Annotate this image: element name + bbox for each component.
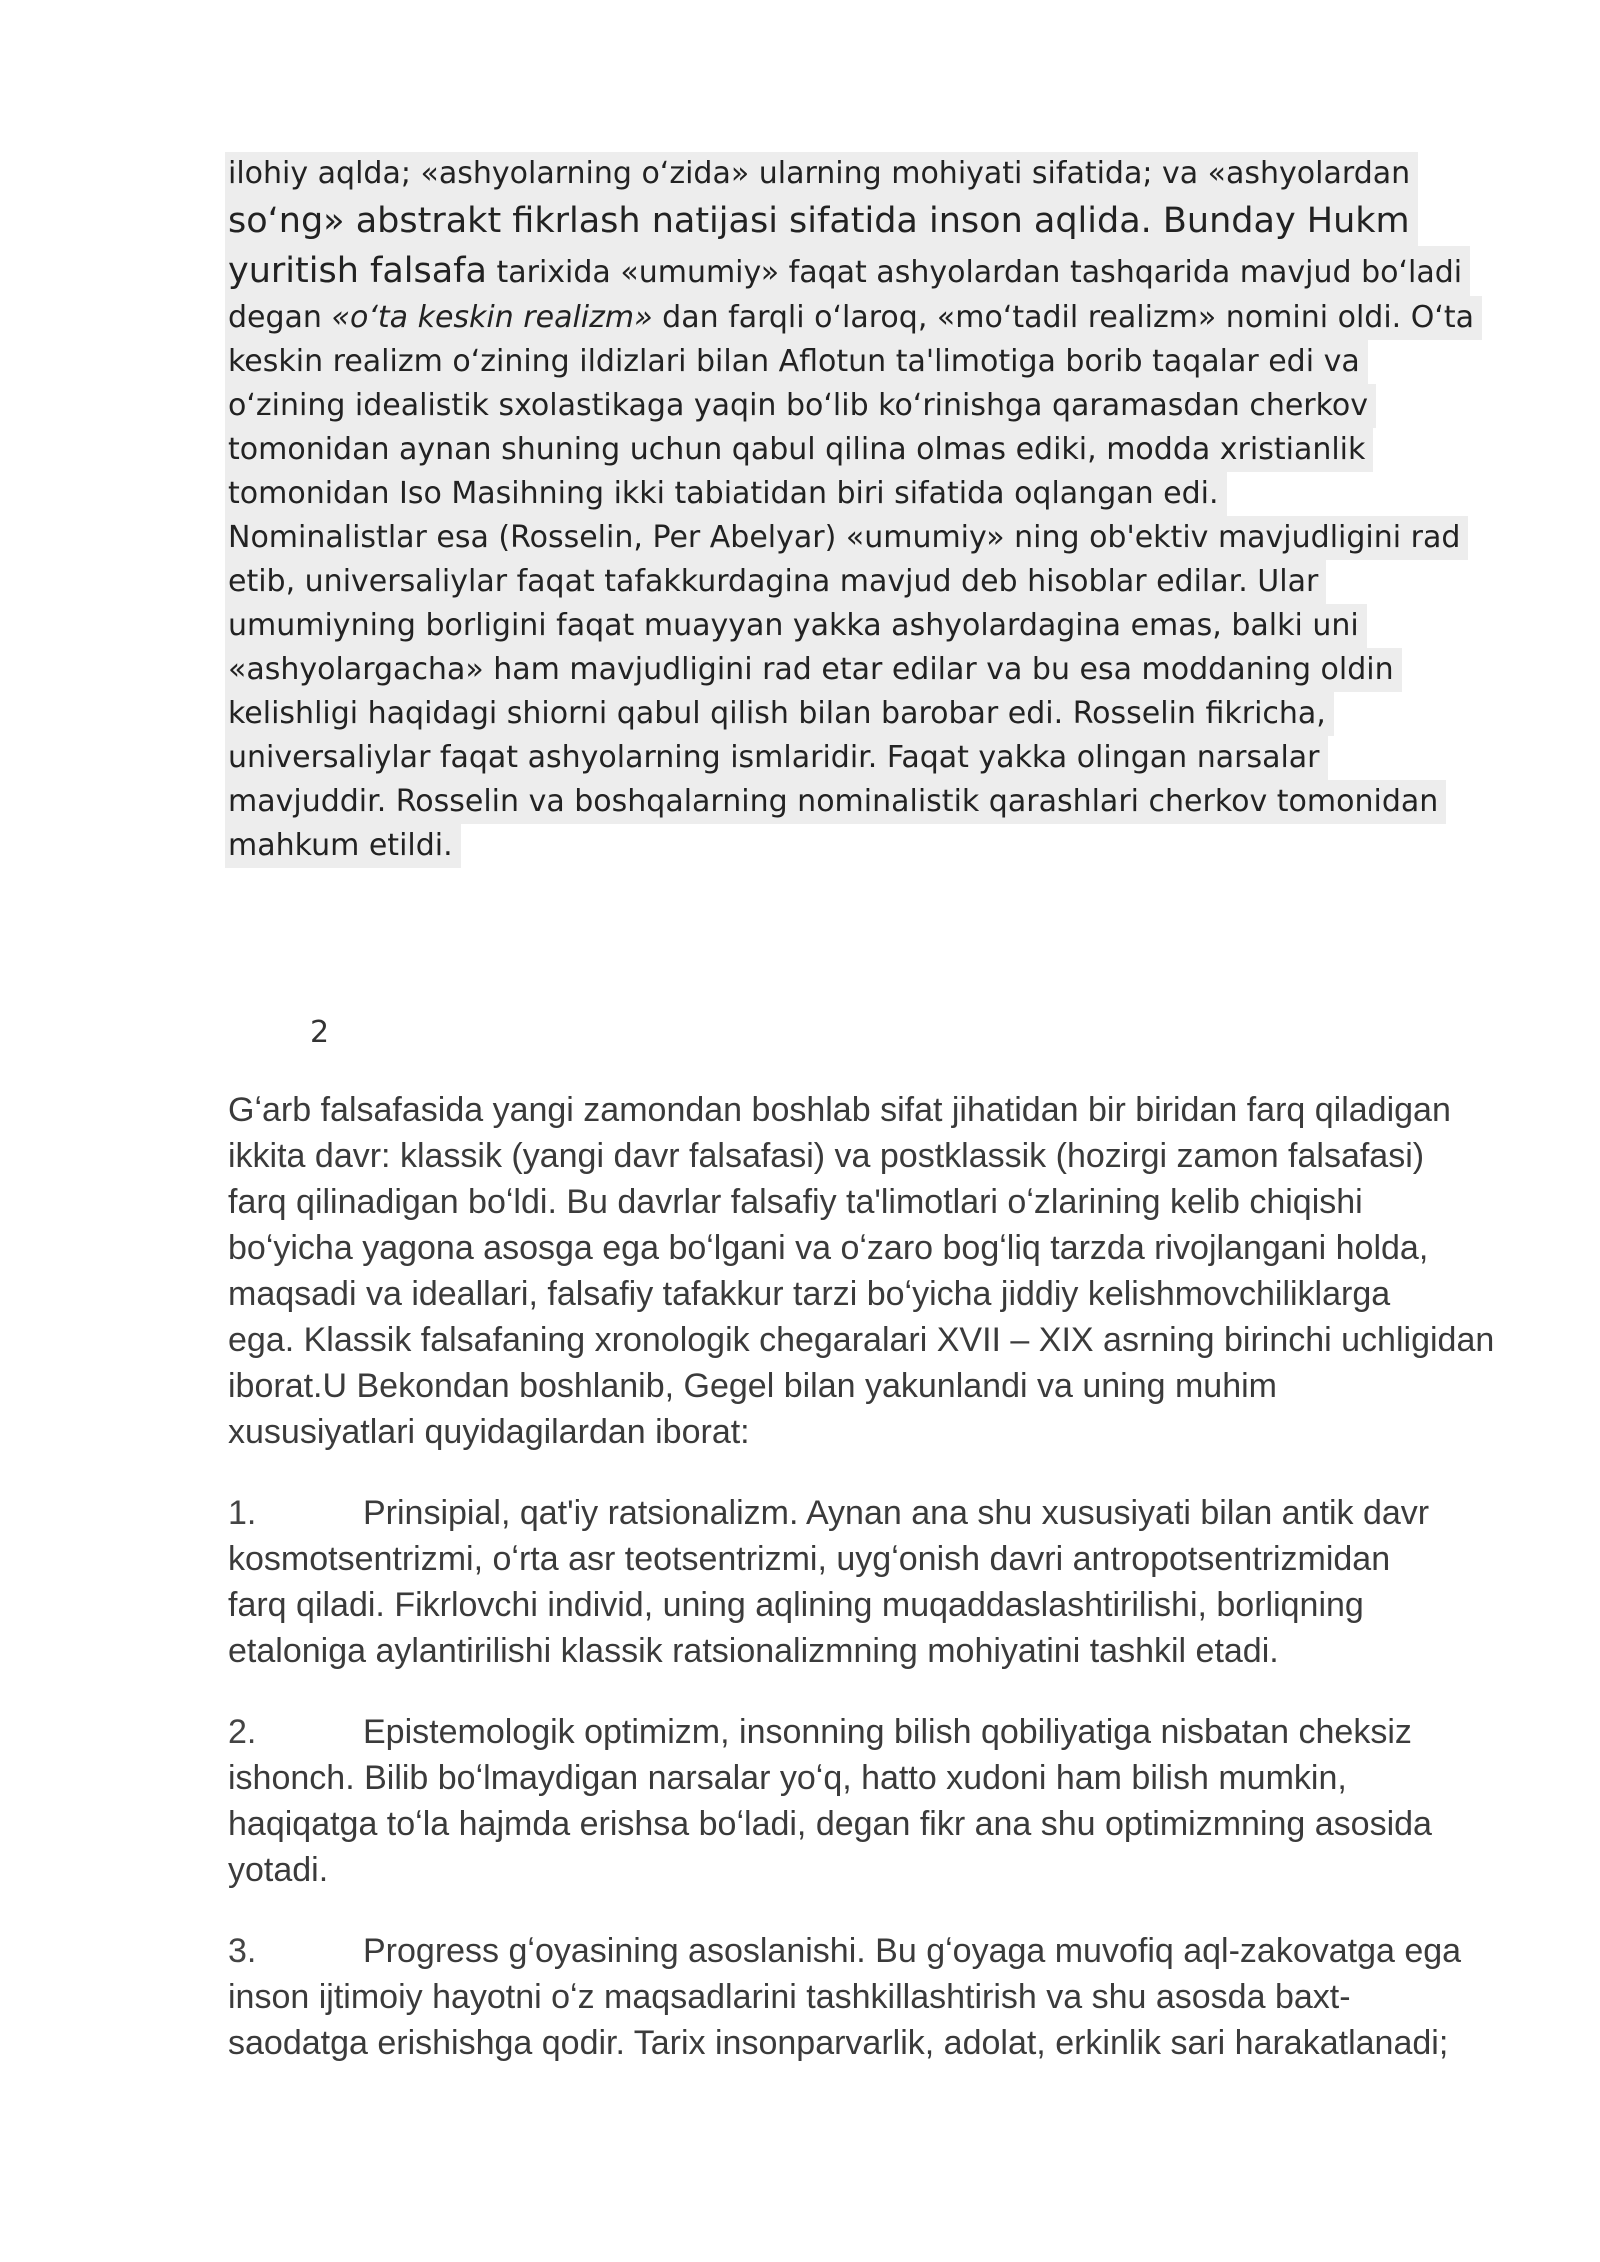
- large-text: yuritish falsafa: [228, 251, 487, 291]
- text-line: «ashyolargacha» ham mavjudligini rad etar edilar va bu esa moddaning oldin: [225, 648, 1402, 692]
- text-line: inson ijtimoiy hayotni oʻz maqsadlarini tashkillashtirish va shu asosda baxt-: [228, 1978, 1351, 2016]
- text-line: [225, 296, 1482, 340]
- text-line: [228, 1709, 1494, 1755]
- text-line: oʻzining idealistik sxolastikaga yaqin boʻlib koʻrinishga qaramasdan cherkov: [225, 384, 1376, 428]
- text-line: kelishligi haqidagi shiorni qabul qilish bilan barobar edi. Rosselin fikricha,: [225, 692, 1334, 736]
- text-line: [228, 1490, 1494, 1536]
- intro-paragraph: [228, 1087, 1494, 1455]
- text-line: ilohiy aqlda; «ashyolarning oʻzida» ularning mohiyati sifatida; va «ashyolardan: [225, 152, 1418, 196]
- text-line: [225, 246, 1470, 296]
- text-line: Nominalistlar esa (Rosselin, Per Abelyar) «umumiy» ning ob'ektiv mavjudligini rad: [225, 516, 1468, 560]
- list-item: [228, 1490, 1494, 1674]
- text-line: ega. Klassik falsafaning xronologik chegaralari XVII – XIX asrning birinchi uchligidan: [228, 1321, 1495, 1359]
- highlighted-paragraph: [225, 152, 1482, 868]
- list-item-text: Prinsipial, qat'iy ratsionalizm. Aynan ana shu xususiyati bilan antik davr: [363, 1494, 1430, 1532]
- list-item-text: Epistemologik optimizm, insonning bilish qobiliyatiga nisbatan cheksiz: [363, 1713, 1412, 1751]
- text-line: iborat.U Bekondan boshlanib, Gegel bilan yakunlandi va uning muhim: [228, 1367, 1278, 1405]
- text-line: etib, universaliylar faqat tafakkurdagina mavjud deb hisoblar edilar. Ular: [225, 560, 1326, 604]
- text-line: Gʻarb falsafasida yangi zamondan boshlab sifat jihatidan bir biridan farq qiladigan: [228, 1091, 1451, 1129]
- list-item-number: 1.: [228, 1494, 257, 1532]
- text-line: umumiyning borligini faqat muayyan yakka ashyolardagina emas, balki uni: [225, 604, 1367, 648]
- list-item: [228, 1709, 1494, 1893]
- text-segment: tarixida «umumiy» faqat ashyolardan tashqarida mavjud boʻladi: [486, 255, 1463, 290]
- text-line: haqiqatga toʻla hajmda erishsa boʻladi, degan fikr ana shu optimizmning asosida: [228, 1805, 1432, 1843]
- text-line: [228, 1928, 1494, 1974]
- list-item: [228, 1928, 1494, 2066]
- text-line: ishonch. Bilib boʻlmaydigan narsalar yoʻq, hatto xudoni ham bilish mumkin,: [228, 1759, 1347, 1797]
- list-item-text: Progress gʻoyasining asoslanishi. Bu gʻoyaga muvofiq aql-zakovatga ega: [363, 1932, 1462, 1970]
- main-text: [228, 1087, 1494, 2101]
- text-line: yotadi.: [228, 1851, 329, 1889]
- text-line: xususiyatlari quyidagilardan iborat:: [228, 1413, 750, 1451]
- text-line: tomonidan aynan shuning uchun qabul qilina olmas ediki, modda xristianlik: [225, 428, 1373, 472]
- text-line: [225, 196, 1418, 246]
- text-line: mavjuddir. Rosselin va boshqalarning nominalistik qarashlari cherkov tomonidan: [225, 780, 1446, 824]
- text-line: etaloniga aylantirilishi klassik ratsionalizmning mohiyatini tashkil etadi.: [228, 1632, 1279, 1670]
- page-number: 2: [310, 1015, 330, 1050]
- text-line: farq qiladi. Fikrlovchi individ, uning aqlining muqaddaslashtirilishi, borliqning: [228, 1586, 1364, 1624]
- text-line: ikkita davr: klassik (yangi davr falsafasi) va postklassik (hozirgi zamon falsafasi): [228, 1137, 1425, 1175]
- text-line: saodatga erishishga qodir. Tarix insonparvarlik, adolat, erkinlik sari harakatlanadi;: [228, 2024, 1449, 2062]
- text-line: maqsadi va ideallari, falsafiy tafakkur tarzi boʻyicha jiddiy kelishmovchiliklarga: [228, 1275, 1391, 1313]
- large-text: soʻng» abstrakt fikrlash natijasi sifatida inson aqlida. Bunday Hukm: [228, 201, 1410, 241]
- text-line: farq qilinadigan boʻldi. Bu davrlar falsafiy ta'limotlari oʻzlarining kelib chiqishi: [228, 1183, 1363, 1221]
- italic-text: «oʻta keskin realizm»: [331, 300, 653, 335]
- text-segment: degan: [228, 300, 332, 335]
- list-item-number: 2.: [228, 1713, 257, 1751]
- text-line: kosmotsentrizmi, oʻrta asr teotsentrizmi, uygʻonish davri antropotsentrizmidan: [228, 1540, 1391, 1578]
- list-item-number: 3.: [228, 1932, 257, 1970]
- text-line: tomonidan Iso Masihning ikki tabiatidan biri sifatida oqlangan edi.: [225, 472, 1227, 516]
- text-segment: dan farqli oʻlaroq, «moʻtadil realizm» nomini oldi. Oʻta: [652, 300, 1475, 335]
- text-line: keskin realizm oʻzining ildizlari bilan Aflotun ta'limotiga borib taqalar edi va: [225, 340, 1368, 384]
- text-line: universaliylar faqat ashyolarning ismlaridir. Faqat yakka olingan narsalar: [225, 736, 1328, 780]
- text-line: mahkum etildi.: [225, 824, 461, 868]
- text-line: boʻyicha yagona asosga ega boʻlgani va oʻzaro bogʻliq tarzda rivojlangani holda,: [228, 1229, 1429, 1267]
